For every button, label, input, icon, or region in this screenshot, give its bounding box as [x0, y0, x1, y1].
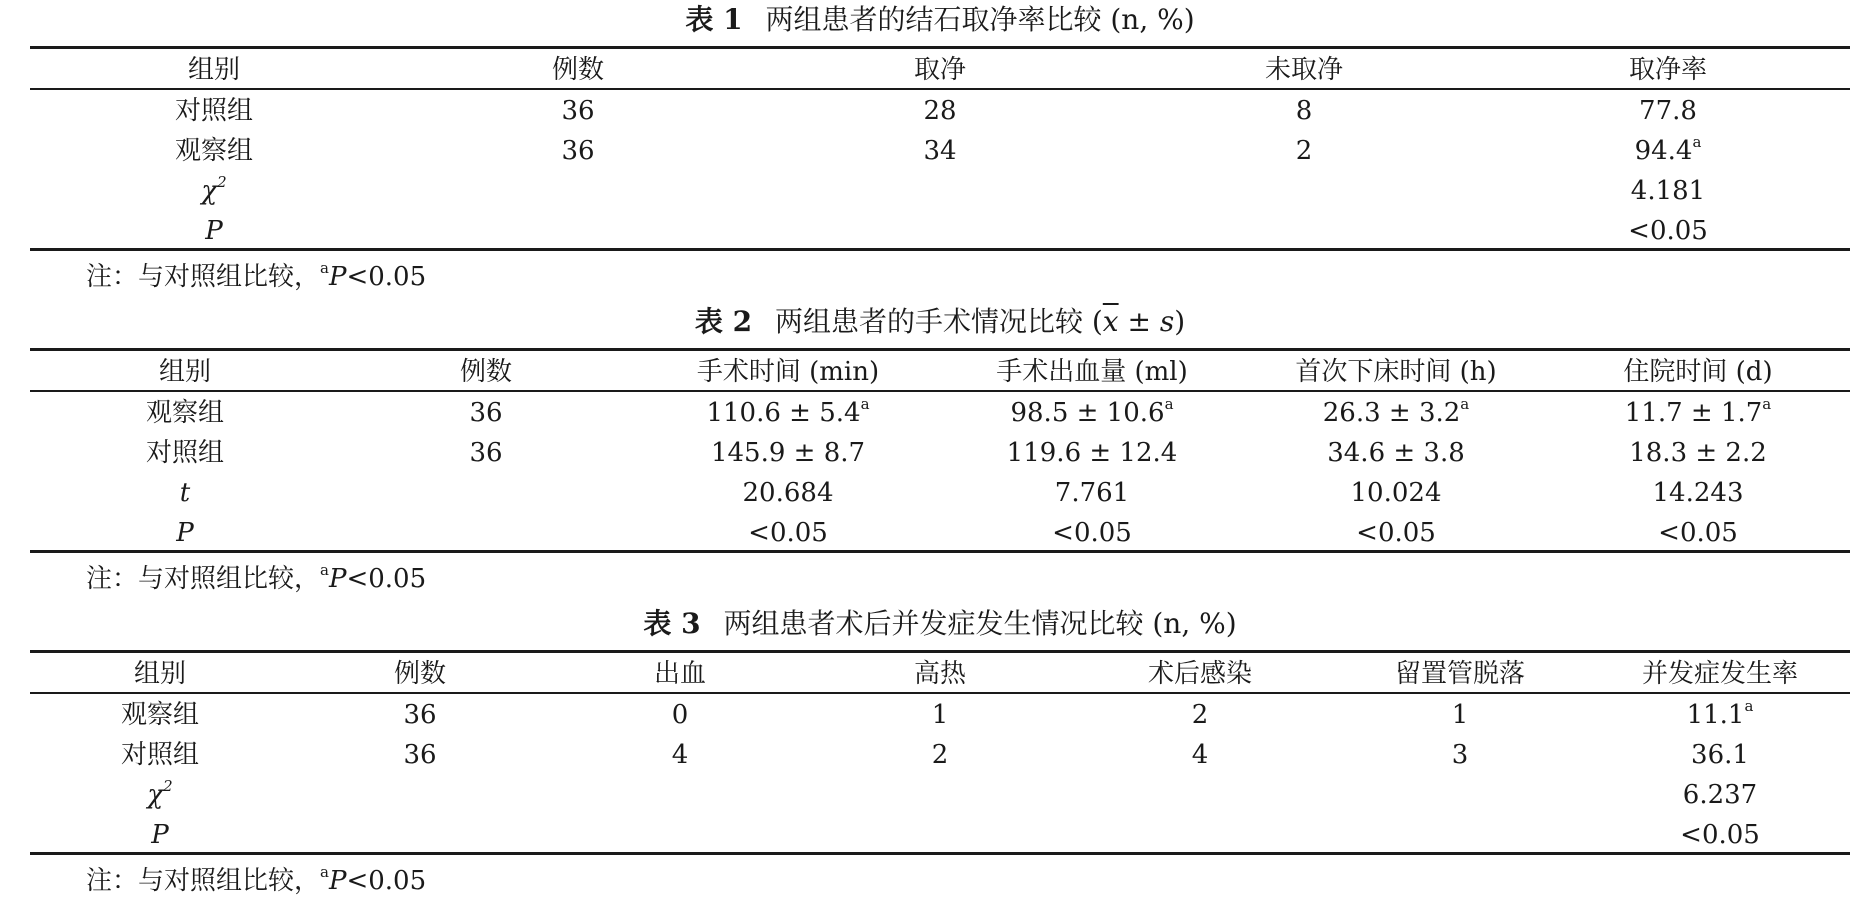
plus-minus: ±: [1118, 305, 1160, 338]
table2-header-cell: 例数: [459, 357, 513, 387]
table3-header-cell: 高热: [913, 659, 967, 689]
table2-value: 98.5 ± 10.6: [1010, 398, 1165, 428]
p-label: P: [176, 518, 194, 548]
table2-cell: 7.761: [1054, 478, 1130, 508]
table2-cell: 119.6 ± 12.4: [1006, 438, 1178, 468]
significance-marker: a: [1460, 395, 1470, 414]
table2-cell: 36: [469, 438, 503, 468]
table3-top-rule: [30, 650, 1850, 653]
significance-marker: a: [320, 259, 329, 278]
table1-cell: 对照组: [174, 96, 254, 126]
table1-header-cell: 未取净: [1264, 55, 1344, 85]
table2-cell-with-sup: [706, 393, 869, 433]
note-prefix: 注：与对照组比较，: [86, 564, 321, 594]
table2-title: 两组患者的手术情况比较 (: [774, 305, 1103, 338]
table3-cell: 3: [1451, 740, 1469, 770]
table-row: [30, 91, 1850, 131]
table3-title: 两组患者术后并发症发生情况比较 (n, %): [723, 607, 1237, 640]
chi-square-label: [147, 775, 172, 815]
table1-cell: 36: [561, 136, 595, 166]
table3-cell: 36.1: [1691, 740, 1749, 770]
chi-square-label: [201, 171, 226, 211]
significance-marker: a: [320, 561, 329, 580]
note-prefix: 注：与对照组比较，: [86, 262, 321, 292]
table2-cell: 观察组: [145, 398, 225, 428]
note-value: <0.05: [346, 866, 427, 896]
table1-title: 两组患者的结石取净率比较 (n, %): [765, 3, 1195, 36]
table-row: [30, 433, 1850, 473]
table3-cell: 1: [931, 700, 949, 730]
table3-bottom-rule: [30, 852, 1850, 855]
table3-header-cell: 例数: [393, 659, 447, 689]
significance-marker: a: [1692, 133, 1702, 152]
table3-cell: 2: [1191, 700, 1209, 730]
table3-header-cell: 留置管脱落: [1394, 659, 1526, 689]
table2-cell: 10.024: [1350, 478, 1442, 508]
table2-value: 11.7 ± 1.7: [1624, 398, 1763, 428]
table3-cell: 1: [1451, 700, 1469, 730]
table-row: [30, 131, 1850, 171]
table2-cell: <0.05: [1658, 518, 1738, 548]
table1-header-cell: 取净: [913, 55, 967, 85]
table2-header-cell: 住院时间 (d): [1623, 357, 1773, 387]
title-close: ): [1174, 305, 1186, 338]
table2-cell: <0.05: [1052, 518, 1132, 548]
table1-header-cell: 取净率: [1628, 55, 1708, 85]
table1-bottom-rule: [30, 248, 1850, 251]
table1-cell: 77.8: [1639, 96, 1697, 126]
table2-header-cell: 首次下床时间 (h): [1295, 357, 1497, 387]
table2-cell: 14.243: [1652, 478, 1744, 508]
table2-top-rule: [30, 348, 1850, 351]
table3-header-cell: 术后感染: [1147, 659, 1253, 689]
table1-caption: [30, 2, 1850, 38]
table-row: [30, 775, 1850, 815]
table2-cell: <0.05: [1356, 518, 1436, 548]
table3-caption: [30, 606, 1850, 642]
note-value: <0.05: [346, 564, 427, 594]
table3-header-cell: 组别: [133, 659, 187, 689]
table-row: [30, 513, 1850, 553]
table2-cell: 18.3 ± 2.2: [1629, 438, 1767, 468]
table2-cell-with-sup: [1010, 393, 1173, 433]
table3-note: [86, 864, 426, 898]
table2-value: 110.6 ± 5.4: [706, 398, 861, 428]
table2-header-row: [30, 352, 1850, 392]
note-prefix: 注：与对照组比较，: [86, 866, 321, 896]
table1-cell: 观察组: [174, 136, 254, 166]
table1-cell: 28: [923, 96, 957, 126]
table2-number: 表 2: [694, 305, 753, 338]
table2-header-rule: [30, 390, 1850, 392]
table3-cell: 2: [931, 740, 949, 770]
table-row: [30, 211, 1850, 251]
note-p: P: [328, 262, 347, 292]
p-label: P: [205, 216, 223, 246]
table2-cell: 34.6 ± 3.8: [1327, 438, 1465, 468]
table2-bottom-rule: [30, 550, 1850, 553]
table3-number: 表 3: [643, 607, 701, 640]
table-row: [30, 695, 1850, 735]
table1-cell: 34: [923, 136, 957, 166]
table-row: [30, 473, 1850, 513]
table1-number: 表 1: [685, 3, 743, 36]
table3-cell: 观察组: [120, 700, 200, 730]
table2-cell: 36: [469, 398, 503, 428]
table3-cell: 0: [671, 700, 689, 730]
table-row: [30, 815, 1850, 855]
note-p: P: [328, 866, 347, 896]
chi-symbol: χ: [201, 176, 218, 206]
note-value: <0.05: [346, 262, 427, 292]
table1-cell: <0.05: [1628, 216, 1708, 246]
table3-cell: 4: [1191, 740, 1209, 770]
table3-cell: 36: [403, 740, 437, 770]
table3-cell: 36: [403, 700, 437, 730]
significance-marker: a: [1744, 697, 1754, 716]
table2-cell-with-sup: [1323, 393, 1470, 433]
table2-header-cell: 手术时间 (min): [696, 357, 880, 387]
table2-caption: [30, 304, 1850, 340]
table3-header-row: [30, 654, 1850, 694]
p-label: P: [151, 820, 169, 850]
table2-value: 26.3 ± 3.2: [1322, 398, 1461, 428]
significance-marker: a: [860, 395, 870, 414]
table3-cell-with-sup: [1687, 695, 1754, 735]
significance-marker: a: [1762, 395, 1772, 414]
table2-cell: 145.9 ± 8.7: [710, 438, 866, 468]
note-p: P: [328, 564, 347, 594]
table1-header-rule: [30, 88, 1850, 90]
t-label: t: [179, 478, 191, 508]
table1-note: [86, 260, 426, 294]
table1-top-rule: [30, 46, 1850, 49]
table1-cell: 8: [1295, 96, 1313, 126]
table2-header-cell: 组别: [158, 357, 212, 387]
table2-cell-with-sup: [1625, 393, 1772, 433]
table2-cell: 对照组: [145, 438, 225, 468]
squared-exponent: 2: [217, 173, 227, 192]
table3-value: 11.1: [1686, 700, 1745, 730]
table1-header-cell: 例数: [551, 55, 605, 85]
table2-note: [86, 562, 426, 596]
table2-header-cell: 手术出血量 (ml): [996, 357, 1188, 387]
chi-symbol: χ: [147, 780, 164, 810]
table-row: [30, 735, 1850, 775]
table3-header-cell: 并发症发生率: [1641, 659, 1799, 689]
table1-cell: 4.181: [1630, 176, 1706, 206]
table3-header-cell: 出血: [653, 659, 707, 689]
table1-cell: 2: [1295, 136, 1313, 166]
table1-cell: 36: [561, 96, 595, 126]
significance-marker: a: [1164, 395, 1174, 414]
table1-header-cell: 组别: [187, 55, 241, 85]
sd-symbol: s: [1159, 305, 1175, 338]
table1-header-row: [30, 50, 1850, 90]
table-row: [30, 393, 1850, 433]
table3-header-rule: [30, 692, 1850, 694]
table3-cell: 6.237: [1682, 780, 1758, 810]
table-row: [30, 171, 1850, 211]
mean-symbol: $\overline{x}$: [1102, 305, 1119, 338]
table1-cell-with-sup: [1635, 131, 1702, 171]
table3-cell: 对照组: [120, 740, 200, 770]
table2-cell: <0.05: [748, 518, 828, 548]
table2-cell: 20.684: [742, 478, 834, 508]
table3-cell: 4: [671, 740, 689, 770]
table1-value: 94.4: [1634, 136, 1693, 166]
significance-marker: a: [320, 863, 329, 882]
table3-cell: <0.05: [1680, 820, 1760, 850]
squared-exponent: 2: [163, 777, 173, 796]
